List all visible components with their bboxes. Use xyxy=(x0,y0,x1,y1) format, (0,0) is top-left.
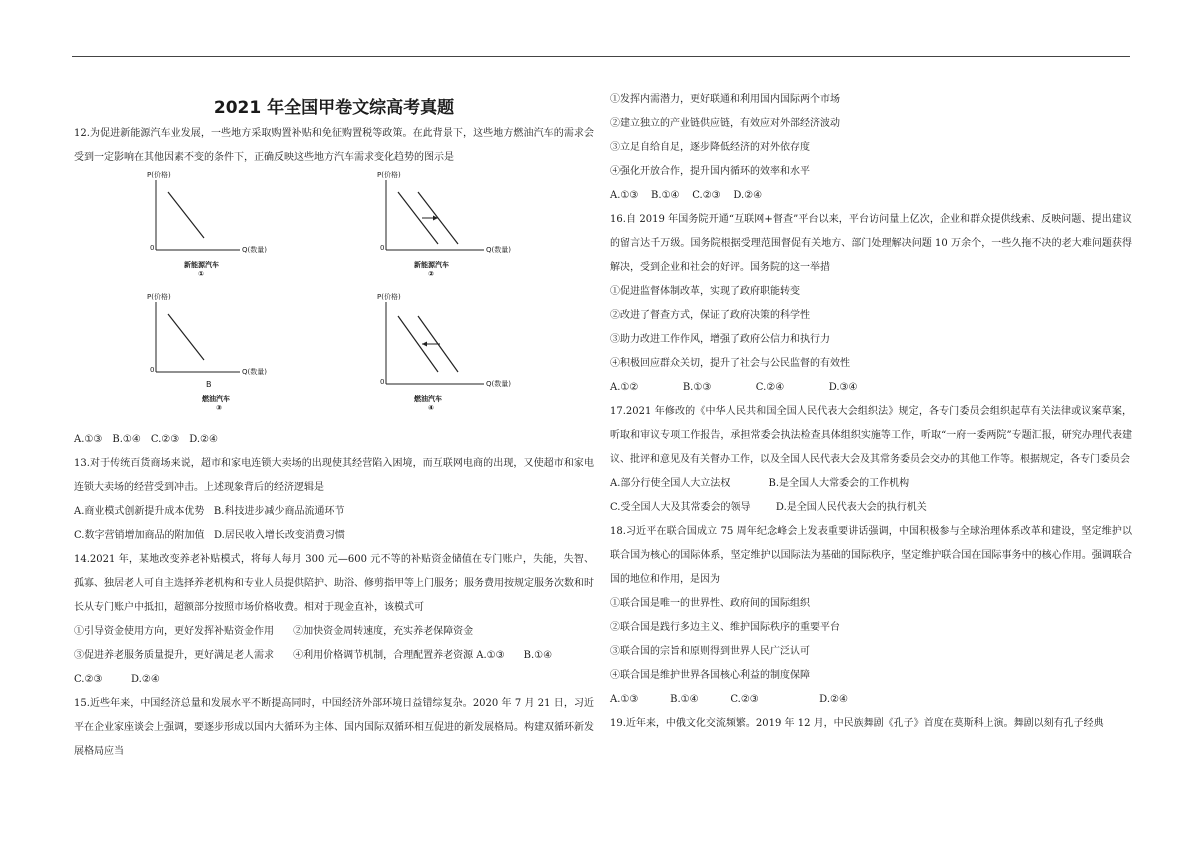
q16-answers: A.①② B.①③ C.②④ D.③④ xyxy=(610,382,858,393)
q18-option-1: ①联合国是唯一的世界性、政府间的国际组织 xyxy=(610,598,810,609)
q18-answers: A.①③ B.①④ C.②③ D.②④ xyxy=(610,694,848,705)
q17-options-ab: A.部分行使全国人大立法权 B.是全国人大常委会的工作机构 xyxy=(610,478,910,489)
graph-3-price-label: P(价格) xyxy=(147,293,171,301)
q17-options-cd: C.受全国人大及其常委会的领导 D.是全国人民代表大会的执行机关 xyxy=(610,502,927,513)
q16-option-3: ③助力改进工作作风，增强了政府公信力和执行力 xyxy=(610,334,830,345)
graph-2-price-label: P(价格) xyxy=(377,171,401,179)
q12-option-a: A.①③ xyxy=(74,434,103,445)
question-12-options xyxy=(74,428,594,452)
question-12-stem: 12.为促进新能源汽车业发展，一些地方采取购置补贴和免征购置税等政策。在此背景下，这些地方燃油汽车的需求会受到一定影响在其他因素不变的条件下，正确反映这些地方汽车需求变化趋势的图示是 xyxy=(74,128,594,163)
right-column xyxy=(610,88,1132,736)
graph-1-number: ① xyxy=(198,270,204,278)
graph-1-quantity-label: Q(数量) xyxy=(242,246,267,254)
question-18-stem: 18.习近平在联合国成立 75 周年纪念峰会上发表重要讲话强调，中国积极参与全球治理体系改革和建设，坚定维护以联合国为核心的国际体系，坚定维护以国际法为基础的国际秩序，坚定维护联合国在国际事务中的核心作用。强调联合国的地位和作用，是因为 xyxy=(610,526,1132,585)
q15-option-1: ①发挥内需潜力，更好联通和利用国内国际两个市场 xyxy=(610,94,840,105)
graph-1-origin: 0 xyxy=(150,244,155,252)
graph-4-price-label: P(价格) xyxy=(377,293,401,301)
graph-3-quantity-label: Q(数量) xyxy=(242,368,267,376)
q13-options-cd: C.数字营销增加商品的附加值 D.居民收入增长改变消费习惯 xyxy=(74,530,345,541)
demand-graphs xyxy=(74,172,594,428)
graph-3-name: 燃油汽车 xyxy=(202,395,230,403)
graph-2-number: ② xyxy=(428,270,434,278)
graph-4-name: 燃油汽车 xyxy=(414,395,442,403)
left-column xyxy=(74,88,594,764)
graph-2-name: 新能源汽车 xyxy=(414,261,449,269)
question-16-stem: 16.自 2019 年国务院开通“互联网+督查”平台以来，平台访问量上亿次，企业和群众提供线索、反映问题、提出建议的留言达千万级。国务院根据受理范围督促有关地方、部门处理解决问题 10 万余个，一些久拖不决的老大难问题获得解决，受到企业和社会的好评。国务院的这一举措 xyxy=(610,214,1132,273)
graph-1 xyxy=(144,172,344,296)
q14-line-2: ③促进养老服务质量提升，更好满足老人需求 ④利用价格调节机制，合理配置养老资源 A.①③ B.①④ xyxy=(74,650,553,661)
graph-4-origin: 0 xyxy=(380,378,385,386)
q13-options-ab: A.商业模式创新提升成本优势 B.科技进步减少商品流通环节 xyxy=(74,506,345,517)
q16-option-1: ①促进监督体制改革，实现了政府职能转变 xyxy=(610,286,800,297)
page-title: 2021 年全国甲卷文综高考真题 xyxy=(213,98,455,118)
graph-4-number: ④ xyxy=(428,404,434,412)
question-19-stem: 19.近年来，中俄文化交流频繁。2019 年 12 月，中民族舞剧《孔子》首度在莫斯科上演。舞剧以刻有孔子经典 xyxy=(610,718,1104,729)
question-17-stem: 17.2021 年修改的《中华人民共和国全国人民代表大会组织法》规定，各专门委员会组织起草有关法律或议案草案，听取和审议专项工作报告，承担常委会执法检查具体组织实施等工作，听取“一府一委两院”专题汇报，研究办理代表建议、批评和意见及有关督办工作，以及全国人民代表大会及其常务委员会交办的其他工作等。根据规定，各专门委员会 xyxy=(610,406,1132,465)
question-15-stem: 15.近些年来，中国经济总量和发展水平不断提高同时，中国经济外部环境日益错综复杂。2020 年 7 月 21 日，习近平在企业家座谈会上强调，要逐步形成以国内大循环为主体、国内国际双循环相互促进的新发展格局。构建双循环新发展格局应当 xyxy=(74,698,594,757)
graph-2 xyxy=(374,172,574,296)
graph-1-price-label: P(价格) xyxy=(147,171,171,179)
q15-option-4: ④强化开放合作，提升国内循环的效率和水平 xyxy=(610,166,810,177)
q18-option-4: ④联合国是维护世界各国核心利益的制度保障 xyxy=(610,670,810,681)
graph-2-origin: 0 xyxy=(380,244,385,252)
q14-line-3: C.②③ D.②④ xyxy=(74,674,160,685)
top-rule xyxy=(72,56,1130,57)
graph-3-extra-label: B xyxy=(206,380,212,389)
graph-1-plot xyxy=(144,172,344,296)
q18-option-2: ②联合国是践行多边主义、维护国际秩序的重要平台 xyxy=(610,622,840,633)
graph-4-quantity-label: Q(数量) xyxy=(486,380,511,388)
q15-option-2: ②建立独立的产业链供应链，有效应对外部经济波动 xyxy=(610,118,840,129)
q12-option-d: D.②④ xyxy=(189,434,218,445)
graph-2-quantity-label: Q(数量) xyxy=(486,246,511,254)
graph-4-plot xyxy=(374,294,574,418)
graph-2-plot xyxy=(374,172,574,296)
q14-line-1: ①引导资金使用方向，更好发挥补贴资金作用 ②加快资金周转速度，充实养老保障资金 xyxy=(74,626,474,637)
q15-option-3: ③立足自给自足，逐步降低经济的对外依存度 xyxy=(610,142,810,153)
q16-option-2: ②改进了督查方式，保证了政府决策的科学性 xyxy=(610,310,810,321)
q12-option-b: B.①④ xyxy=(112,434,141,445)
graph-3-origin: 0 xyxy=(150,366,155,374)
q18-option-3: ③联合国的宗旨和原则得到世界人民广泛认可 xyxy=(610,646,810,657)
graph-3-plot xyxy=(144,294,344,418)
graph-4 xyxy=(374,294,574,418)
graph-3-number: ③ xyxy=(216,404,222,412)
graph-1-name: 新能源汽车 xyxy=(184,261,219,269)
question-14-stem: 14.2021 年，某地改变养老补贴模式，将每人每月 300 元—600 元不等的补贴资金储值在专门账户，失能，失智、孤寡、独居老人可自主选择养老机构和专业人员提供陪护、助浴、修剪指甲等上门服务；服务费用按规定服务次数和时长从专门账户中抵扣，超额部分按照市场价格收费。相对于现金直补，该模式可 xyxy=(74,554,594,613)
question-13-stem: 13.对于传统百货商场来说，超市和家电连锁大卖场的出现使其经营陷入困境，而互联网电商的出现，又使超市和家电连锁大卖场的经营受到冲击。上述现象背后的经济逻辑是 xyxy=(74,458,594,493)
q12-option-c: C.②③ xyxy=(150,434,180,445)
graph-3 xyxy=(144,294,344,418)
q16-option-4: ④积极回应群众关切，提升了社会与公民监督的有效性 xyxy=(610,358,850,369)
q15-answers: A.①③ B.①④ C.②③ D.②④ xyxy=(610,190,763,201)
